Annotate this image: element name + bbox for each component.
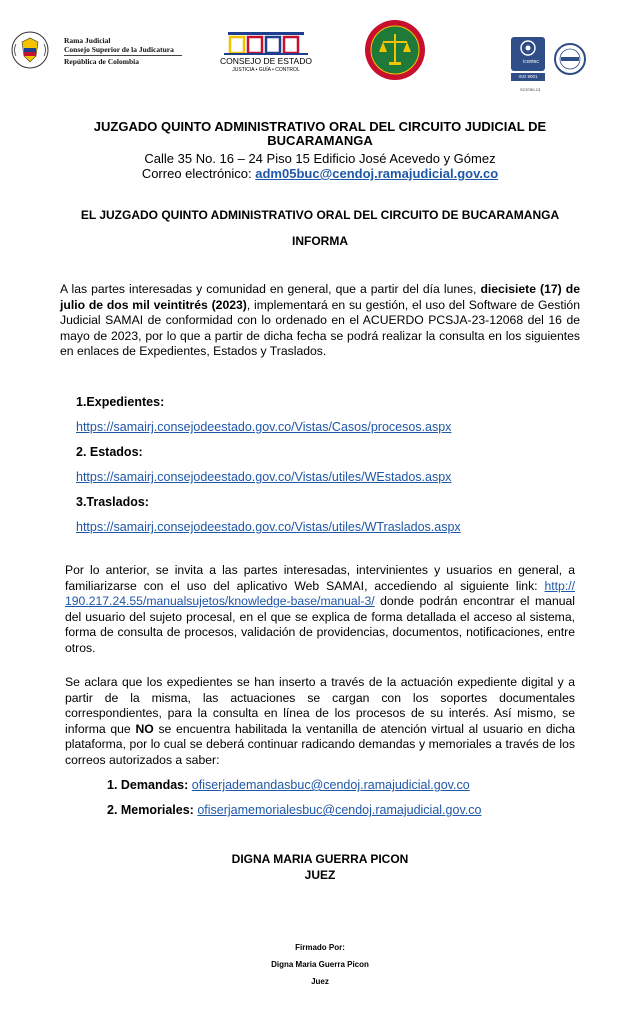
no-emphasis: NO	[135, 721, 154, 736]
signed-by-label: Firmado Por:	[295, 943, 345, 952]
notice-heading: EL JUZGADO QUINTO ADMINISTRATIVO ORAL DEL CIRCUITO DE BUCARAMANGA	[80, 208, 560, 222]
court-email-line	[60, 166, 580, 182]
paragraph-manual: Por lo anterior, se invita a las partes interesadas, intervinientes y usuarios en general, a familiarizarse con el uso del aplicativo Web SAMAI, accediendo al siguiente link: http:// 190.217.24.55/manualsujetos/knowledge-base/manual-3/ donde podrán encontrar el manual del usuario del sujeto procesal, en el que se explica de forma detallada el acceso al sistema, forma de consulta de procesos, validación de providencias, documentos, notificaciones, entre otros.	[65, 563, 575, 655]
signer-role: JUEZ	[304, 868, 336, 882]
signer-name: DIGNA MARIA GUERRA PICON	[231, 852, 409, 866]
icontec-badge	[511, 37, 545, 71]
estados-link[interactable]: https://samairj.consejodeestado.gov.co/Vistas/utiles/WEstados.aspx	[76, 470, 452, 484]
justice-seal-logo	[363, 18, 427, 82]
expedientes-label: 1.Expedientes:	[76, 395, 165, 409]
estados-label: 2. Estados:	[76, 445, 143, 459]
memoriales-label: 2. Memoriales:	[107, 803, 194, 817]
court-name: JUZGADO QUINTO ADMINISTRATIVO ORAL DEL CIRCUITO JUDICIAL DE BUCARAMANGA	[93, 119, 547, 148]
demandas-email-item	[107, 778, 470, 792]
notice-subheading: INFORMA	[292, 234, 348, 248]
traslados-link[interactable]: https://samairj.consejodeestado.gov.co/Vistas/utiles/WTraslados.aspx	[76, 520, 461, 534]
court-email-link[interactable]: adm05buc@cendoj.ramajudicial.gov.co	[255, 166, 499, 181]
icontec-certification-logo	[508, 35, 594, 95]
demandas-label: 1. Demandas:	[107, 778, 189, 792]
building-columns-icon	[220, 30, 312, 56]
consejo-tagline: JUSTICIA • GUÍA • CONTROL	[232, 67, 300, 73]
icontec-icon	[511, 37, 545, 59]
iqnet-icon	[553, 42, 587, 76]
rama-line3: República de Colombia	[64, 57, 140, 66]
start-date: diecisiete (17) de julio de dos mil veintitrés (2023)	[60, 282, 580, 312]
rama-line1: Rama Judicial	[64, 36, 111, 45]
certificate-code: SC5780-13	[520, 87, 541, 92]
demandas-email-link[interactable]: ofiserjademandasbuc@cendoj.ramajudicial.gov.co	[191, 778, 470, 792]
icontec-brand: icontec	[523, 59, 539, 65]
consejo-title: CONSEJO DE ESTADO	[220, 56, 312, 66]
expedientes-link[interactable]: https://samairj.consejodeestado.gov.co/Vistas/Casos/procesos.aspx	[76, 420, 452, 434]
icontec-sub: ISO 9001	[518, 74, 538, 79]
manual-link[interactable]: http:// 190.217.24.55/manualsujetos/knowledge-base/manual-3/	[65, 578, 575, 609]
signed-by-name: Digna Maria Guerra Picon	[271, 960, 369, 969]
court-address: Calle 35 No. 16 – 24 Piso 15 Edificio José Acevedo y Gómez	[144, 151, 496, 166]
rama-line2: Consejo Superior de la Judicatura	[64, 45, 174, 54]
signed-by-role: Juez	[311, 977, 329, 986]
email-label: Correo electrónico:	[141, 166, 256, 181]
paragraph-clarification: Se aclara que los expedientes se han inserto a través de la actuación expediente digital y a partir de la misma, las actuaciones se cargan con los soportes documentales correspondientes, para la consulta en línea de los procesos de su interés. Así mismo, se informa que NO se encuentra habilitada la ventanilla de atención virtual al usuario en dicha plataforma, por lo cual se deberá continuar radicando demandas y memoriales a través de los correos autorizados a saber:	[65, 675, 575, 767]
traslados-label: 3.Traslados:	[76, 495, 149, 509]
consejo-de-estado-logo	[220, 30, 312, 75]
rama-judicial-logo	[10, 30, 182, 74]
paragraph-implementation: A las partes interesadas y comunidad en general, que a partir del día lunes, diecisiete (17) de julio de dos mil veintitrés (2023), implementará en su gestión, el uso del Software de Gestión Judicial SAMAI de conformidad con lo ordenado en el ACUERDO PCSJA-23-12068 del 16 de mayo de 2023, por lo que a partir de dicha fecha se podrá realizar la consulta en los siguientes en enlaces de Expedientes, Estados y Traslados.	[60, 282, 580, 359]
colombia-coat-of-arms-icon	[10, 30, 50, 70]
memoriales-email-item	[107, 803, 481, 817]
scales-of-justice-icon	[363, 18, 427, 82]
memoriales-email-link[interactable]: ofiserjamemorialesbuc@cendoj.ramajudicial.gov.co	[197, 803, 482, 817]
